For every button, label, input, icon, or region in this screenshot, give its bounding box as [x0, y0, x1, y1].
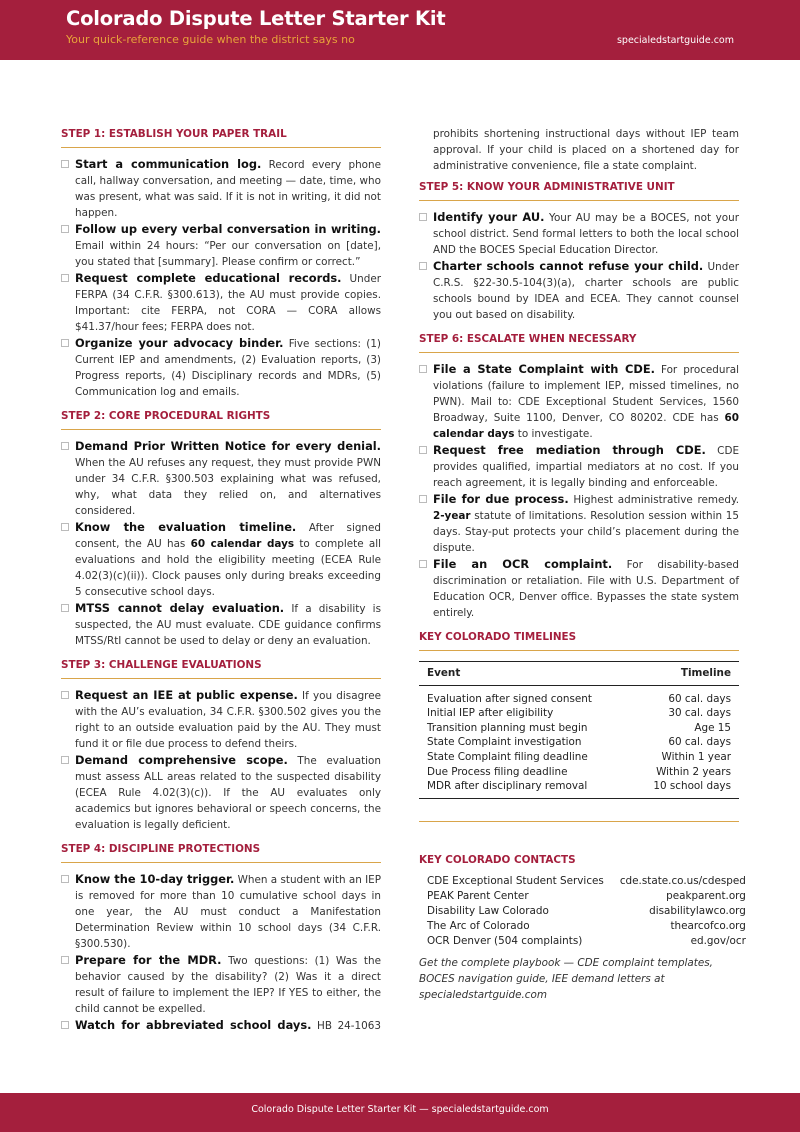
item-emphasis: 2-year: [433, 510, 471, 522]
item-text: to complete all evaluations and hold the eligibility meeting (ECEA Rule 4.02(3)(c)(ii)). Clock pauses only during breaks exceeding 5 consecutive school days.: [75, 538, 381, 598]
checklist-item: [419, 258, 739, 323]
item-title: Organize your advocacy binder.: [75, 336, 284, 350]
checkbox-icon[interactable]: [419, 495, 427, 503]
item-title: Follow up every verbal conversation in writing.: [75, 222, 381, 236]
checklist-item: [61, 335, 381, 400]
item-title: File an OCR complaint.: [433, 557, 613, 571]
step4-heading: STEP 4: DISCIPLINE PROTECTIONS: [61, 841, 381, 863]
table-row: [419, 706, 739, 721]
event-cell: MDR after disciplinary removal: [419, 779, 630, 798]
checkbox-icon[interactable]: [61, 956, 69, 964]
checkbox-icon[interactable]: [61, 523, 69, 531]
item-text: HB 24-1063: [311, 1020, 381, 1032]
item-title: Start a communication log.: [75, 157, 262, 171]
checkbox-icon[interactable]: [61, 604, 69, 612]
page-header: [0, 0, 800, 60]
contact-link[interactable]: ed.gov/ocr: [690, 934, 746, 947]
contact-row: [419, 904, 754, 919]
footer-text: Colorado Dispute Letter Starter Kit — specialedstartguide.com: [251, 1104, 549, 1115]
timeline-cell: Within 1 year: [661, 750, 731, 763]
checklist-item: [419, 209, 739, 258]
item-text: CDE provides qualified, impartial mediators at no cost. If you reach agreement, it is legally binding and enforceable.: [433, 445, 740, 489]
checkbox-icon[interactable]: [61, 225, 69, 233]
checkbox-icon[interactable]: [419, 262, 427, 270]
item-text: If you disagree with the AU’s evaluation, 34 C.F.R. §300.502 gives you the right to an outside evaluation paid by the AU. They must fund it or file due process to defend theirs.: [75, 690, 381, 750]
checklist-item: [61, 270, 381, 335]
item-title: Charter schools cannot refuse your child.: [433, 259, 704, 273]
item-text: When a student with an IEP is removed for more than 10 cumulative school days in one year, the AU must conduct a Manifestation Determination Review within 10 school days (34 C.F.R. §300.530).: [75, 874, 382, 950]
event-cell: Due Process filing deadline: [427, 765, 568, 778]
checklist-item: [61, 952, 381, 1017]
item-continuation: prohibits shortening instructional days without IEP team approval. If your child is placed on a shortened day for administrative convenience, file a state complaint.: [433, 128, 739, 172]
checkbox-icon[interactable]: [61, 274, 69, 282]
item-title: Demand Prior Written Notice for every denial.: [75, 439, 381, 453]
item-text: For disability-based discrimination or retaliation. File with U.S. Department of Education OCR, Denver office. Bypasses the state system entirely.: [433, 559, 739, 619]
step3-heading: STEP 3: CHALLENGE EVALUATIONS: [61, 657, 381, 679]
page-subtitle: Your quick-reference guide when the district says no: [66, 33, 355, 46]
contact-name: CDE Exceptional Student Services: [427, 874, 604, 887]
page-footer: [0, 1093, 800, 1132]
left-column: [61, 126, 381, 1034]
checkbox-icon[interactable]: [61, 160, 69, 168]
timeline-cell: 10 school days: [630, 779, 739, 798]
event-cell: Evaluation after signed consent: [427, 692, 592, 705]
timelines-heading: KEY COLORADO TIMELINES: [419, 629, 739, 651]
item-text: statute of limitations. Resolution session within 15 days. Stay-put protects your child’s placement during the dispute.: [433, 510, 739, 554]
table-row: [419, 779, 739, 798]
header-site-link[interactable]: specialedstartguide.com: [616, 35, 734, 46]
timeline-cell: 30 cal. days: [668, 707, 731, 720]
step6-heading: STEP 6: ESCALATE WHEN NECESSARY: [419, 331, 739, 353]
checklist-item: [419, 491, 739, 556]
checkbox-icon[interactable]: [61, 1021, 69, 1029]
step5-heading: STEP 5: KNOW YOUR ADMINISTRATIVE UNIT: [419, 179, 739, 201]
checkbox-icon[interactable]: [419, 365, 427, 373]
item-title: Demand comprehensive scope.: [75, 753, 288, 767]
checklist-item: [61, 600, 381, 649]
step2-heading: STEP 2: CORE PROCEDURAL RIGHTS: [61, 408, 381, 430]
contact-row: [419, 919, 754, 934]
right-column: [419, 126, 746, 1003]
checkbox-icon[interactable]: [61, 442, 69, 450]
item-title: Request free mediation through CDE.: [433, 443, 706, 457]
table-row: [419, 735, 739, 750]
contact-link[interactable]: disabilitylawco.org: [649, 904, 746, 917]
event-cell: State Complaint investigation: [427, 736, 582, 749]
checkbox-icon[interactable]: [61, 756, 69, 764]
table-row: [419, 750, 739, 765]
timeline-cell: 60 cal. days: [668, 692, 731, 705]
item-text: When the AU refuses any request, they must provide PWN under 34 C.F.R. §300.503 explaining what was refused, why, what data they relied on, and alternatives considered.: [75, 457, 381, 517]
item-text: The evaluation must assess ALL areas related to the suspected disability (ECEA Rule 4.02(3)(c)). If the AU evaluates only academics but ignores behavioral or speech concerns, the evaluation is legally deficient.: [75, 755, 381, 831]
contacts-heading: KEY COLORADO CONTACTS: [419, 853, 576, 866]
table-header-row: [419, 662, 739, 686]
contact-row: [419, 934, 754, 949]
contact-name: Disability Law Colorado: [427, 904, 549, 917]
contact-row: [419, 889, 754, 904]
checklist-item: [419, 361, 739, 442]
item-text: Two questions: (1) Was the behavior caused by the disability? (2) Was it a direct result of failure to implement the IEP? If YES to either, the child cannot be expelled.: [75, 955, 381, 1015]
contact-name: PEAK Parent Center: [427, 889, 529, 902]
contact-row: [419, 874, 754, 889]
checklist-item: [61, 438, 381, 519]
item-title: File a State Complaint with CDE.: [433, 362, 655, 376]
item-title: Prepare for the MDR.: [75, 953, 222, 967]
event-cell: Transition planning must begin: [427, 721, 588, 734]
item-title: Know the 10-day trigger.: [75, 872, 235, 886]
col-event-header: Event: [419, 662, 630, 686]
checklist-item: [61, 752, 381, 833]
page-title: Colorado Dispute Letter Starter Kit: [66, 7, 446, 30]
timeline-cell: Age 15: [694, 721, 731, 734]
item-text: Record every phone call, hallway conversation, and meeting — date, time, who was present, what was said. If it is not in writing, it did not happen.: [75, 159, 382, 219]
checkbox-icon[interactable]: [419, 213, 427, 221]
checklist-item: [61, 221, 381, 270]
event-cell: State Complaint filing deadline: [427, 750, 588, 763]
checklist-item: [61, 1017, 381, 1034]
checklist-item: [61, 156, 381, 221]
item-text: to investigate.: [514, 428, 593, 440]
contact-link[interactable]: cde.state.co.us/cdesped: [619, 874, 746, 887]
step1-heading: STEP 1: ESTABLISH YOUR PAPER TRAIL: [61, 126, 381, 148]
table-row: [419, 765, 739, 780]
item-text: After signed consent, the AU has: [75, 522, 381, 550]
item-text: Your AU may be a BOCES, not your school district. Send formal letters to both the local school AND the BOCES Special Education Director.: [433, 212, 739, 256]
item-title: Request complete educational records.: [75, 271, 342, 285]
item-title: Request an IEE at public expense.: [75, 688, 298, 702]
contact-link[interactable]: thearcofco.org: [670, 919, 746, 932]
contact-link[interactable]: peakparent.org: [666, 889, 746, 902]
timeline-cell: 60 cal. days: [668, 736, 731, 749]
timeline-cell: Within 2 years: [656, 765, 731, 778]
checklist-item: [419, 442, 739, 491]
item-text: Highest administrative remedy.: [568, 494, 740, 506]
item-title: File for due process.: [433, 492, 569, 506]
closing-note: Get the complete playbook — CDE complaint templates, BOCES navigation guide, IEE demand letters at specialedstartguide.com: [419, 956, 713, 1001]
item-text: For procedural violations (failure to implement IEP, missed timelines, no PWN). Mail to: CDE Exceptional Student Services, 1560 Broadway, Suite 1100, Denver, CO 80202. CDE has: [433, 364, 740, 424]
contact-name: OCR Denver (504 complaints): [427, 934, 583, 947]
checkbox-icon[interactable]: [419, 446, 427, 454]
timelines-table: [419, 661, 739, 799]
item-text: Under C.R.S. §22-30.5-104(3)(a), charter schools are public schools bound by IDEA and ECEA. They cannot counsel you out based on disability.: [433, 261, 739, 321]
item-title: Watch for abbreviated school days.: [75, 1018, 312, 1032]
item-text: Five sections: (1) Current IEP and amendments, (2) Evaluation reports, (3) Progress reports, (4) Disciplinary records and MDRs, (5) Communication log and emails.: [75, 338, 381, 398]
item-text: Email within 24 hours: “Per our conversation on [date], you stated that [summary]. Please confirm or correct.”: [75, 240, 381, 268]
item-text: If a disability is suspected, the AU must evaluate. CDE guidance confirms MTSS/RtI cannot be used to delay or deny an evaluation.: [75, 603, 381, 647]
checklist-item: [419, 556, 739, 621]
item-title: MTSS cannot delay evaluation.: [75, 601, 285, 615]
item-title: Know the evaluation timeline.: [75, 520, 297, 534]
checkbox-icon[interactable]: [61, 875, 69, 883]
contact-name: The Arc of Colorado: [427, 919, 530, 932]
divider: [419, 821, 739, 822]
checkbox-icon[interactable]: [61, 691, 69, 699]
col-timeline-header: Timeline: [630, 662, 739, 686]
checkbox-icon[interactable]: [61, 339, 69, 347]
item-emphasis: 60 calendar days: [433, 412, 739, 440]
table-row: [419, 685, 739, 706]
item-text: Under FERPA (34 C.F.R. §300.613), the AU must provide copies. Important: cite FERPA, not CORA — CORA allows $41.37/hour fees; FERPA does not.: [75, 273, 381, 333]
checklist-item: [61, 871, 381, 952]
item-title: Identify your AU.: [433, 210, 545, 224]
checkbox-icon[interactable]: [419, 560, 427, 568]
checklist-item: [61, 519, 381, 600]
table-row: [419, 721, 739, 736]
contacts-table: [419, 874, 754, 949]
item-emphasis: 60 calendar days: [190, 538, 295, 550]
checklist-item: [61, 687, 381, 752]
event-cell: Initial IEP after eligibility: [427, 707, 554, 720]
